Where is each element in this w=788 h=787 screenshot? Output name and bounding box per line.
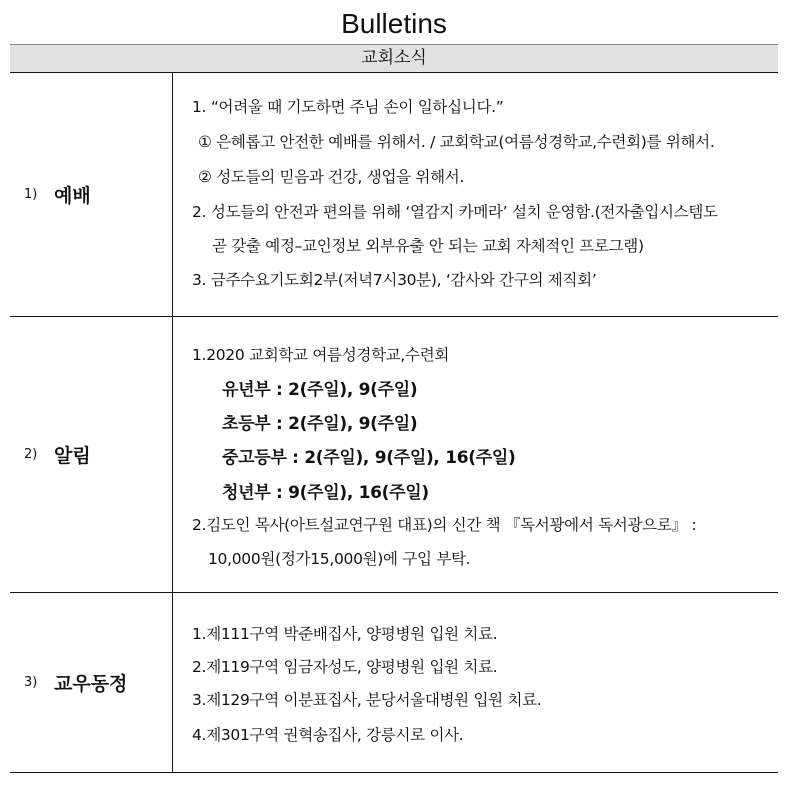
section-label: 알림 [54, 445, 91, 467]
text-line: 중고등부 : 2(주일), 9(주일), 16(주일) [222, 448, 516, 468]
section-number: 1) [24, 186, 38, 202]
section-header: 교회소식 [10, 44, 778, 73]
text-line: 3. 금주수요기도회2부(저녁7시30분), ‘감사와 간구의 제직회’ [192, 271, 597, 289]
text-line: 1. “어려울 때 기도하면 주님 손이 일하십니다.” [192, 98, 504, 116]
text-line: 2.김도인 목사(아트설교연구원 대표)의 신간 책 『독서꽝에서 독서광으로』 : [192, 516, 697, 534]
text-line: ② 성도들의 믿음과 건강, 생업을 위해서. [198, 168, 465, 186]
text-line: 1.2020 교회학교 여름성경학교,수련회 [192, 346, 450, 364]
text-line: 2.제119구역 임금자성도, 양평병원 입원 치료. [192, 658, 498, 676]
section-number: 2) [24, 447, 38, 462]
text-line: 2. 성도들의 안전과 편의를 위해 ‘열감지 카메라’ 설치 운영함.(전자출입시스템도 [192, 203, 718, 221]
text-line: 4.제301구역 권혁송집사, 강릉시로 이사. [192, 726, 464, 744]
text-line: 청년부 : 9(주일), 16(주일) [222, 483, 429, 503]
text-line: 유년부 : 2(주일), 9(주일) [222, 380, 418, 400]
section-notices [10, 317, 778, 593]
section-label-cell [10, 593, 173, 772]
text-line: 3.제129구역 이분표집사, 분당서울대병원 입원 치료. [192, 691, 542, 709]
section-label-cell [10, 317, 173, 592]
text-line: ① 은혜롭고 안전한 예배를 위해서. / 교회학교(여름성경학교,수련회)를 위해서. [198, 133, 715, 151]
section-label: 교우동정 [54, 673, 128, 695]
section-label: 예배 [54, 184, 91, 207]
section-member-news [10, 593, 778, 773]
section-label-cell [10, 72, 173, 316]
section-number: 3) [24, 675, 38, 690]
text-line: 10,000원(정가15,000원)에 구입 부탁. [208, 550, 471, 568]
text-line: 1.제111구역 박준배집사, 양평병원 입원 치료. [192, 625, 498, 643]
page-title: Bulletins [341, 8, 447, 39]
text-line: 곧 갖출 예정–교인정보 외부유출 안 되는 교회 자체적인 프로그램) [212, 237, 644, 255]
text-line: 초등부 : 2(주일), 9(주일) [222, 414, 418, 434]
section-worship [10, 72, 778, 317]
